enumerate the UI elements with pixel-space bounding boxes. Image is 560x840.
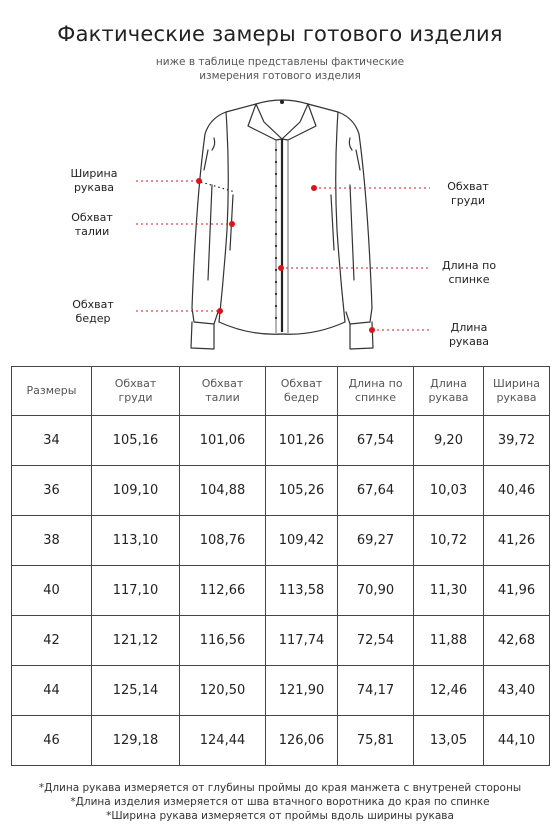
footnote-item-length: *Длина изделия измеряется от шва втачного воротника до края по спинке	[70, 796, 490, 808]
left-side	[219, 112, 228, 322]
table-cell: 117,74	[266, 616, 338, 666]
table-cell: 38	[12, 516, 92, 566]
table-cell: 39,72	[484, 416, 550, 466]
table-cell: 43,40	[484, 666, 550, 716]
label-sleeve-width: Ширина рукава	[70, 167, 118, 194]
table-cell: 104,88	[180, 466, 266, 516]
table-cell: 67,64	[338, 466, 414, 516]
table-cell: 70,90	[338, 566, 414, 616]
chest-point	[311, 185, 317, 191]
label-back-length: Длина по спинке	[441, 259, 497, 286]
table-cell: 125,14	[92, 666, 180, 716]
page-subtitle	[0, 55, 560, 83]
waist-point	[229, 221, 235, 227]
table-cell: 11,88	[414, 616, 484, 666]
table-cell: 44,10	[484, 716, 550, 766]
table-cell: 75,81	[338, 716, 414, 766]
table-row	[12, 516, 550, 566]
label-chest: Обхват груди	[447, 180, 489, 207]
table-cell: 40,46	[484, 466, 550, 516]
table-cell: 126,06	[266, 716, 338, 766]
table-row	[12, 466, 550, 516]
table-cell: 72,54	[338, 616, 414, 666]
table-cell: 36	[12, 466, 92, 516]
table-row	[12, 566, 550, 616]
header-waist: Обхват талии	[180, 367, 266, 416]
collar-outline	[256, 100, 308, 139]
right-cuff	[350, 322, 373, 349]
table-cell: 121,12	[92, 616, 180, 666]
header-chest: Обхват груди	[92, 367, 180, 416]
table-cell: 113,58	[266, 566, 338, 616]
table-cell: 67,54	[338, 416, 414, 466]
table-cell: 121,90	[266, 666, 338, 716]
page-title: Фактические замеры готового изделия	[57, 22, 503, 46]
footnote-sleeve-width: *Ширина рукава измеряется от проймы вдоль ширины рукава	[106, 810, 454, 822]
sleeve-length-point	[369, 327, 375, 333]
header-sleeve-width: Ширина рукава	[484, 367, 550, 416]
sleeve-width-point	[196, 178, 202, 184]
table-cell: 40	[12, 566, 92, 616]
left-cuff	[191, 322, 214, 349]
table-cell: 42,68	[484, 616, 550, 666]
right-side	[336, 112, 345, 322]
table-row	[12, 616, 550, 666]
footnote-sleeve-length: *Длина рукава измеряется от глубины проймы до края манжета с внутреней стороны	[38, 782, 522, 794]
table-cell: 42	[12, 616, 92, 666]
table-cell: 109,42	[266, 516, 338, 566]
label-waist: Обхват талии	[71, 211, 113, 238]
table-cell: 129,18	[92, 716, 180, 766]
table-cell: 105,16	[92, 416, 180, 466]
table-cell: 41,26	[484, 516, 550, 566]
subtitle-line-2: измерения готового изделия	[199, 70, 361, 82]
table-cell: 69,27	[338, 516, 414, 566]
table-cell: 112,66	[180, 566, 266, 616]
table-cell: 120,50	[180, 666, 266, 716]
header-sizes: Размеры	[12, 367, 92, 416]
table-cell: 10,72	[414, 516, 484, 566]
table-cell: 10,03	[414, 466, 484, 516]
table-cell: 9,20	[414, 416, 484, 466]
table-header-row	[12, 367, 550, 416]
table-cell: 101,06	[180, 416, 266, 466]
back-length-point	[278, 265, 284, 271]
table-cell: 108,76	[180, 516, 266, 566]
table-cell: 105,26	[266, 466, 338, 516]
header-back-length: Длина по спинке	[338, 367, 414, 416]
table-row	[12, 416, 550, 466]
table-cell: 34	[12, 416, 92, 466]
table-cell: 117,10	[92, 566, 180, 616]
table-row	[12, 666, 550, 716]
table-cell: 116,56	[180, 616, 266, 666]
footnotes	[0, 781, 560, 823]
table-cell: 11,30	[414, 566, 484, 616]
table-cell: 101,26	[266, 416, 338, 466]
right-shoulder	[308, 104, 359, 134]
table-cell: 109,10	[92, 466, 180, 516]
size-table	[11, 366, 550, 766]
label-sleeve-length: Длина рукава	[448, 321, 490, 348]
table-cell: 124,44	[180, 716, 266, 766]
table-cell: 113,10	[92, 516, 180, 566]
table-row	[12, 716, 550, 766]
table-cell: 12,46	[414, 666, 484, 716]
header-sleeve-length: Длина рукава	[414, 367, 484, 416]
sleeve-width-measure	[201, 182, 235, 192]
table-cell: 41,96	[484, 566, 550, 616]
header-hips: Обхват бедер	[266, 367, 338, 416]
table-cell: 13,05	[414, 716, 484, 766]
label-hips: Обхват бедер	[72, 298, 114, 325]
table-cell: 74,17	[338, 666, 414, 716]
table-cell: 46	[12, 716, 92, 766]
left-shoulder	[205, 104, 256, 134]
table-cell: 44	[12, 666, 92, 716]
hips-point	[217, 308, 223, 314]
subtitle-line-1: ниже в таблице представлены фактические	[155, 56, 405, 68]
